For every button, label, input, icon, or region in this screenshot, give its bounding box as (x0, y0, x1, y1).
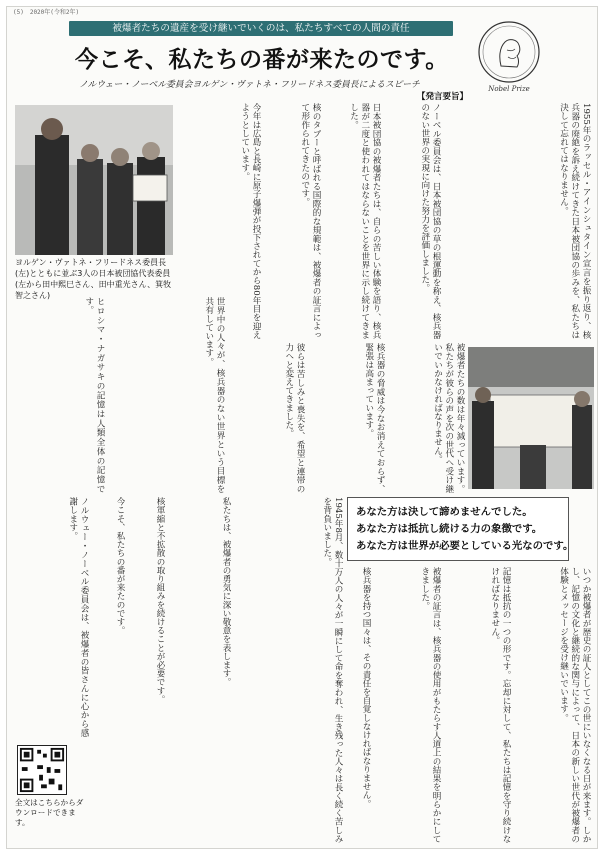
bottom-col-4: 核兵器を持つ国々は、その責任を自覚しなければなりません。 (361, 567, 371, 808)
bottom-col-9: ノルウェー・ノーベル委員会は、被爆者の皆さんに心から感謝します。 (67, 497, 89, 737)
mid-col-1: 被爆者たちの数は年々減っています。私たちが彼らの声を次の世代へ受け継いでいかなければなりません。 (432, 343, 465, 493)
mid-col-3: 彼らは苦しみと喪失を、希望と連帯の力へと変えてきました。 (283, 343, 305, 493)
bottom-col-1: いつか被爆者が歴史の証人としてこの世にいなくなる日が来ます。しかし、記憶の文化と継続的な関与によって、日本の新しい世代が被爆者の体験とメッセージを受け継いでいます。 (558, 567, 591, 843)
bottom-col-8: 今こそ、私たちの番が来たのです。 (115, 497, 125, 635)
quote-line-2: あなた方は抵抗し続ける力の象徴です。 (356, 523, 543, 535)
bottom-col-3: 被爆者の証言は、核兵器の使用がもたらす人道上の結果を明らかにしてきました。 (419, 567, 441, 843)
summary-tag: 【発言要旨】 (417, 92, 469, 102)
quote-line-3: あなた方は世界が必要としている光なのです。 (356, 540, 574, 552)
running-head: (5) 2020年(令和2年) (13, 9, 80, 16)
top-col-4: 核のタブーと呼ばれる国際的な規範は、被爆者の証言によって形作られてきたのです。 (299, 103, 321, 339)
bottom-col-7: 核軍縮と不拡散の取り組みを続けることが必要です。 (155, 497, 165, 704)
award-ceremony-photo (15, 105, 173, 255)
top-col-1: 1955年のラッセル・アインシュタイン宣言を振り返り、核兵器の廃絶を訴え続けてきた日本被団協の歩みを、私たちは決して忘れてはなりません。 (558, 103, 591, 339)
bottom-col-6: 私たちは、被爆者の勇気に深い敬意を表します。 (221, 497, 231, 687)
nobel-medal-seal (477, 20, 541, 84)
bottom-col-5: 1945年8月、数十万人の人々が一瞬にして命を奪われ、生き残った人々は長く続く苦しみを背負いました。 (321, 497, 343, 843)
ceremony-photo-graphic (15, 105, 173, 255)
quote-box (347, 497, 574, 561)
top-col-3: 日本被団協の被爆者たちは、自らの苦しい体験を語り、核兵器が二度と使われてはならないことを世界に示し続けてきました。 (348, 103, 381, 339)
banner-photo (468, 347, 594, 489)
mid-col-4: 世界中の人々が、核兵器のない世界という目標を共有しています。 (203, 297, 225, 493)
qr-code[interactable] (17, 745, 67, 795)
quote-line-1: あなた方は決して諦めませんでした。 (356, 506, 533, 518)
banner-photo-graphic (468, 347, 594, 489)
tagline-banner: 被爆者たちの遺産を受け継いでいくのは、私たちすべての人間の責任 (69, 21, 453, 36)
mid-col-5: ヒロシマ・ナガサキの記憶は人類全体の記憶です。 (83, 297, 105, 493)
qr-caption: 全文はこちらからダウンロードできます。 (15, 798, 84, 827)
top-col-5: 今年は広島と長崎に原子爆弾が投下されてから80年目を迎えようとしています。 (239, 103, 261, 339)
bottom-col-2: 記憶は抵抗の一つの形です。忘却に対して、私たちは記憶を守り続けなければなりません。 (489, 567, 511, 843)
photo-caption: ヨルゲン・ヴァトネ・フリードネス委員長(左)とともに並ぶ3人の日本被団協代表委員(左から田中熙巳さん、田中重光さん、箕牧智之さん) (15, 258, 172, 300)
nobel-caption: Nobel Prize (488, 85, 530, 93)
speech-subtitle: ノルウェー・ノーベル委員会ヨルゲン・ヴァトネ・フリードネス委員長によるスピーチ (79, 80, 420, 90)
top-col-2: ノーベル委員会は、日本被団協の草の根運動を称え、核兵器のない世界の実現に向けた努力を評価しました。 (419, 103, 441, 339)
newspaper-page (6, 6, 598, 849)
headline: 今こそ、私たちの番が来たのです。 (75, 47, 449, 73)
mid-col-2: 核兵器の脅威は今なお消えておらず、緊張は高まっています。 (363, 343, 385, 493)
